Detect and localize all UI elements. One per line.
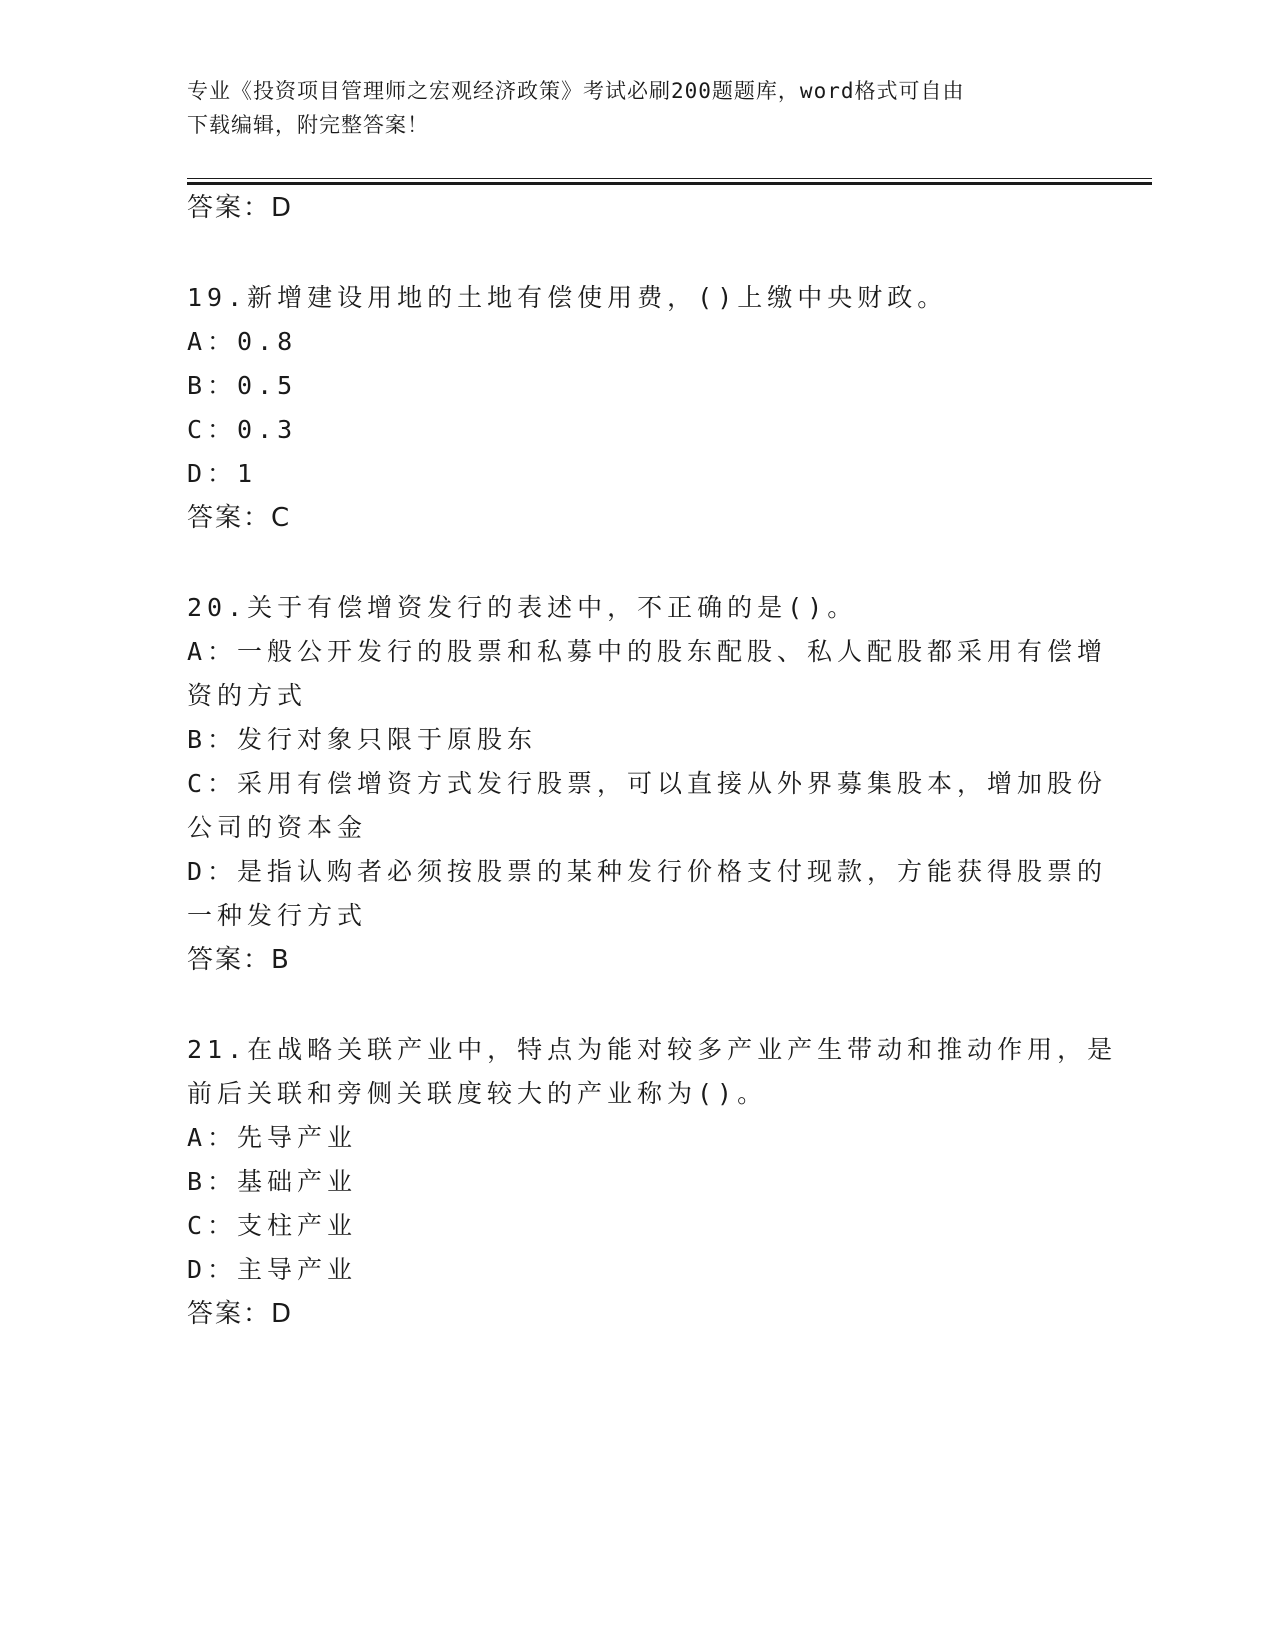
answer-q18: 答案：D xyxy=(187,193,294,223)
header-line-1: 专业《投资项目管理师之宏观经济政策》考试必刷200题题库，word格式可自由 xyxy=(187,79,965,103)
document-header xyxy=(187,74,1067,142)
header-divider-thick xyxy=(187,182,1152,185)
question-21-option-b: B：基础产业 xyxy=(187,1167,358,1196)
question-21-option-c: C：支柱产业 xyxy=(187,1211,358,1240)
question-20-stem: 20.关于有偿增资发行的表述中，不正确的是()。 xyxy=(187,593,858,622)
answer-q21: 答案：D xyxy=(187,1299,294,1329)
question-21-option-a: A：先导产业 xyxy=(187,1123,358,1152)
answer-q20: 答案：B xyxy=(187,945,291,975)
question-20-option-d-line-2: 一种发行方式 xyxy=(187,901,368,930)
question-20-option-a-line-2: 资的方式 xyxy=(187,681,308,710)
question-19-option-b: B：0.5 xyxy=(187,371,298,400)
answer-q19: 答案：C xyxy=(187,503,292,533)
question-20-option-c-line-1: C：采用有偿增资方式发行股票，可以直接从外界募集股本，增加股份 xyxy=(187,769,1108,798)
question-19-stem: 19.新增建设用地的土地有偿使用费，()上缴中央财政。 xyxy=(187,283,948,312)
question-20-option-c-line-2: 公司的资本金 xyxy=(187,813,368,842)
header-line-2: 下载编辑，附完整答案！ xyxy=(187,113,429,137)
question-20-option-d-line-1: D：是指认购者必须按股票的某种发行价格支付现款，方能获得股票的 xyxy=(187,857,1108,886)
question-21-stem-line-2: 前后关联和旁侧关联度较大的产业称为()。 xyxy=(187,1079,768,1108)
header-divider-thin xyxy=(187,178,1152,179)
question-21-option-d: D：主导产业 xyxy=(187,1255,358,1284)
question-19-option-a: A：0.8 xyxy=(187,327,298,356)
question-20-option-b: B：发行对象只限于原股东 xyxy=(187,725,538,754)
question-19-option-d: D：1 xyxy=(187,459,258,488)
question-21-stem-line-1: 21.在战略关联产业中，特点为能对较多产业产生带动和推动作用，是 xyxy=(187,1035,1118,1064)
question-19-option-c: C：0.3 xyxy=(187,415,298,444)
question-20-option-a-line-1: A：一般公开发行的股票和私募中的股东配股、私人配股都采用有偿增 xyxy=(187,637,1108,666)
